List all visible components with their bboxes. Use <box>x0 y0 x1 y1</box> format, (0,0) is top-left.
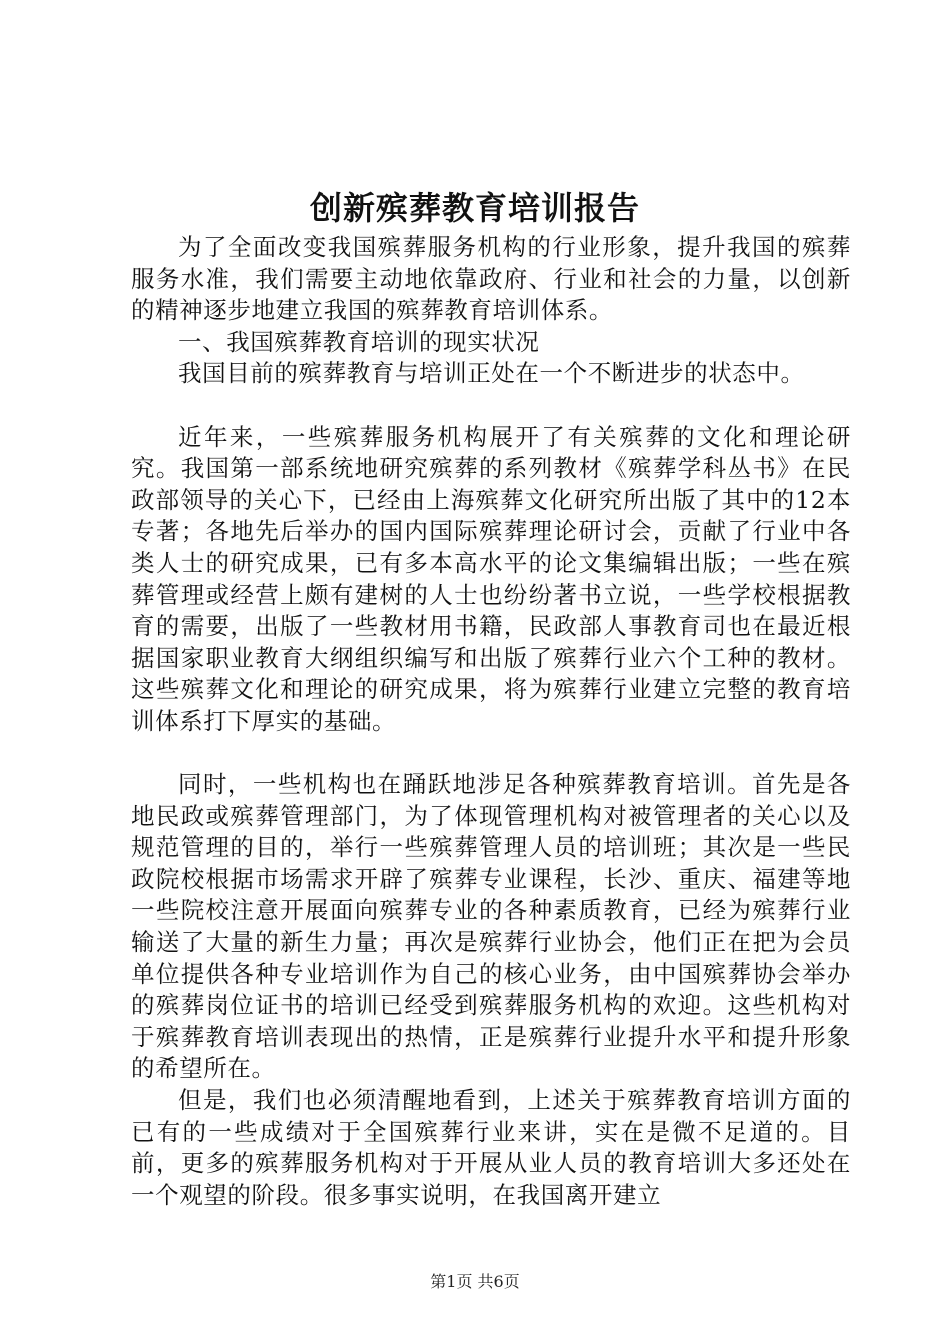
page-footer: 第1页 共6页 <box>430 1272 520 1291</box>
paragraph-gap <box>131 390 851 422</box>
paragraph-institutions: 同时，一些机构也在踊跃地涉足各种殡葬教育培训。首先是各地民政或殡葬管理部门，为了体现管理机构对被管理者的关心以及规范管理的目的，举行一些殡葬管理人员的培训班；其次是一些民政院校根据市场需求开辟了殡葬专业课程，长沙、重庆、福建等地一些院校注意开展面向殡葬专业的各种素质教育，已经为殡葬行业输送了大量的新生力量；再次是殡葬行业协会，他们正在把为会员单位提供各种专业培训作为自己的核心业务，由中国殡葬协会举办的殡葬岗位证书的培训已经受到殡葬服务机构的欢迎。这些机构对于殡葬教育培训表现出的热情，正是殡葬行业提升水平和提升形象的希望所在。 <box>131 770 851 1083</box>
paragraph-intro: 为了全面改变我国殡葬服务机构的行业形象，提升我国的殡葬服务水准，我们需要主动地依靠政府、行业和社会的力量，以创新的精神逐步地建立我国的殡葬教育培训体系。 <box>131 233 851 325</box>
paragraph-gap <box>131 738 851 770</box>
paragraph-however: 但是，我们也必须清醒地看到，上述关于殡葬教育培训方面的已有的一些成绩对于全国殡葬行业来讲，实在是微不足道的。目前，更多的殡葬服务机构对于开展从业人员的教育培训大多还处在一个观望的阶段。很多事实说明，在我国离开建立 <box>131 1086 851 1209</box>
section-heading: 一、我国殡葬教育培训的现实状况 <box>178 327 540 356</box>
document-title: 创新殡葬教育培训报告 <box>309 189 640 227</box>
paragraph-status: 我国目前的殡葬教育与培训正处在一个不断进步的状态中。 <box>178 359 805 388</box>
paragraph-research: 近年来，一些殡葬服务机构展开了有关殡葬的文化和理论研究。我国第一部系统地研究殡葬的系列教材《殡葬学科丛书》在民政部领导的关心下，已经由上海殡葬文化研究所出版了其中的12本专著；各地先后举办的国内国际殡葬理论研讨会，贡献了行业中各类人士的研究成果，已有多本高水平的论文集编辑出版；一些在殡葬管理或经营上颇有建树的人士也纷纷著书立说，一些学校根据教育的需要，出版了一些教材用书籍，民政部人事教育司也在最近根据国家职业教育大纲组织编写和出版了殡葬行业六个工种的教材。这些殡葬文化和理论的研究成果，将为殡葬行业建立完整的教育培训体系打下厚实的基础。 <box>131 422 851 735</box>
document-body <box>131 232 851 1211</box>
